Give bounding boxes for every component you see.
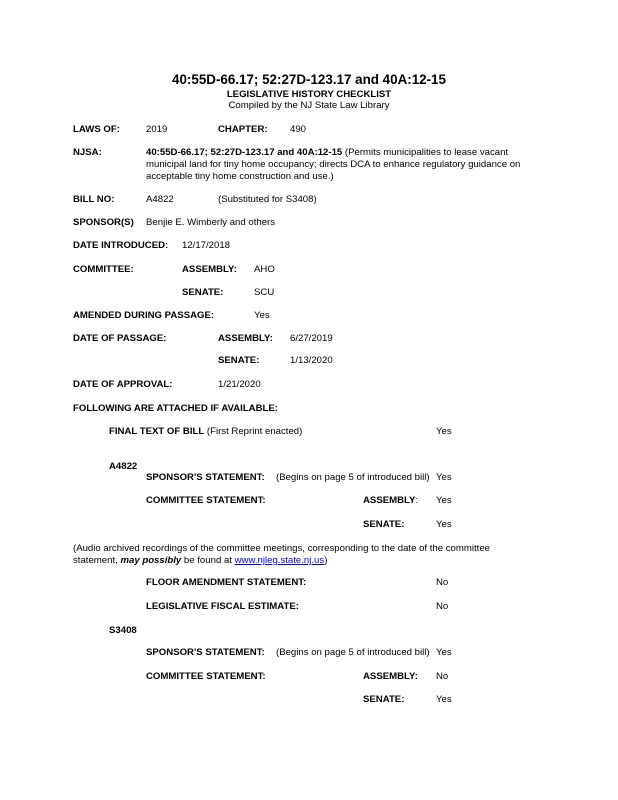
s3408-sponsor-statement-value: Yes — [436, 647, 452, 658]
committee-senate-value: SCU — [254, 287, 275, 298]
audio-note-emphasis: may possibly — [120, 555, 182, 566]
amended-label: AMENDED DURING PASSAGE: — [73, 310, 215, 321]
sponsor-label: SPONSOR(S) — [73, 217, 134, 228]
s3408-committee-senate-value: Yes — [436, 694, 452, 705]
sponsor-value: Benjie E. Wimberly and others — [146, 217, 276, 228]
audio-note-text-1: (Audio archived recordings of the committee meetings, corresponding to the date of the committee statement, — [73, 543, 491, 566]
compiled-by: Compiled by the NJ State Law Library — [228, 100, 390, 111]
s3408-heading: S3408 — [109, 625, 137, 636]
laws-of-value: 2019 — [146, 124, 168, 135]
njsa-citation: 40:55D-66.17; 52:27D-123.17 and 40A:12-15 — [146, 147, 343, 158]
audio-note-text-2: be found at — [181, 555, 235, 566]
chapter-label: CHAPTER: — [218, 124, 268, 135]
s3408-sponsor-statement-note: (Begins on page 5 of introduced bill) — [276, 647, 430, 658]
a4822-committee-assembly-label: ASSEMBLY — [363, 495, 416, 506]
committee-label: COMMITTEE: — [73, 264, 134, 275]
date-introduced-value: 12/17/2018 — [182, 240, 231, 251]
a4822-committee-assembly-colon: : — [415, 495, 419, 506]
final-text-value: Yes — [436, 426, 452, 437]
njsa-label: NJSA: — [73, 147, 102, 158]
a4822-committee-statement-label: COMMITTEE STATEMENT: — [146, 495, 266, 506]
fiscal-estimate-label: LEGISLATIVE FISCAL ESTIMATE: — [146, 601, 299, 612]
bill-no-note: (Substituted for S3408) — [218, 194, 317, 205]
a4822-committee-senate-value: Yes — [436, 519, 452, 530]
floor-amendment-value: No — [436, 577, 449, 588]
final-text-note: (First Reprint enacted) — [204, 426, 303, 437]
s3408-committee-assembly-value: No — [436, 671, 449, 682]
page-subtitle: LEGISLATIVE HISTORY CHECKLIST — [226, 89, 392, 100]
a4822-committee-assembly-value: Yes — [436, 495, 452, 506]
a4822-sponsor-statement-label: SPONSOR'S STATEMENT: — [146, 472, 265, 483]
date-of-passage-label: DATE OF PASSAGE: — [73, 333, 167, 344]
s3408-committee-senate-label: SENATE: — [363, 694, 405, 705]
passage-assembly-label: ASSEMBLY: — [218, 333, 273, 344]
s3408-committee-assembly-label: ASSEMBLY: — [363, 671, 418, 682]
passage-senate-value: 1/13/2020 — [290, 355, 333, 366]
final-text-row — [109, 426, 302, 438]
passage-senate-label: SENATE: — [218, 355, 260, 366]
a4822-committee-senate-label: SENATE: — [363, 519, 405, 530]
laws-of-label: LAWS OF: — [73, 124, 120, 135]
njsa-summary: (Permits municipalities to lease vacant municipal land for tiny home occupancy; directs DCA to enhance regulatory guidance on acceptable tiny home construction and use.) — [146, 147, 521, 182]
audio-note-text-3: ) — [324, 555, 328, 566]
amended-value: Yes — [254, 310, 270, 321]
a4822-sponsor-statement-value: Yes — [436, 472, 452, 483]
a4822-heading: A4822 — [109, 461, 138, 472]
a4822-sponsor-statement-note: (Begins on page 5 of introduced bill) — [276, 472, 430, 483]
s3408-committee-statement-label: COMMITTEE STATEMENT: — [146, 671, 266, 682]
s3408-sponsor-statement-label: SPONSOR'S STATEMENT: — [146, 647, 265, 658]
a4822-committee-assembly — [363, 495, 418, 507]
date-introduced-label: DATE INTRODUCED: — [73, 240, 169, 251]
date-of-approval-label: DATE OF APPROVAL: — [73, 379, 173, 390]
bill-no-value: A4822 — [146, 194, 174, 205]
audio-note — [73, 543, 518, 567]
njleg-link[interactable]: www.njleg.state.nj.us — [234, 555, 325, 566]
fiscal-estimate-value: No — [436, 601, 449, 612]
date-of-approval-value: 1/21/2020 — [218, 379, 261, 390]
page-title: 40:55D-66.17; 52:27D-123.17 and 40A:12-15 — [172, 72, 446, 87]
committee-assembly-label: ASSEMBLY: — [182, 264, 237, 275]
floor-amendment-label: FLOOR AMENDMENT STATEMENT: — [146, 577, 307, 588]
committee-assembly-value: AHO — [254, 264, 275, 275]
committee-senate-label: SENATE: — [182, 287, 224, 298]
chapter-value: 490 — [290, 124, 307, 135]
final-text-label: FINAL TEXT OF BILL — [109, 426, 205, 437]
attached-heading: FOLLOWING ARE ATTACHED IF AVAILABLE: — [73, 403, 278, 414]
passage-assembly-value: 6/27/2019 — [290, 333, 333, 344]
njsa-description — [146, 147, 541, 183]
bill-no-label: BILL NO: — [73, 194, 115, 205]
